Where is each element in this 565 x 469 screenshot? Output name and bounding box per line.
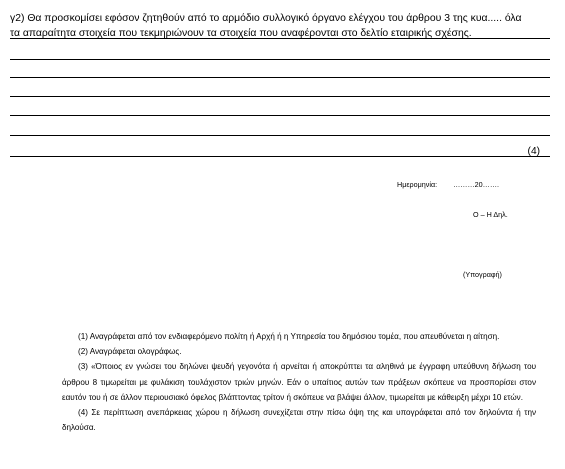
footnote-4: (4) Σε περίπτωση ανεπάρκειας χώρου η δήλωση συνεχίζεται στην πίσω όψη της και υπογράφεται από τον δηλούντα ή την δηλούσα. xyxy=(62,408,536,433)
ruled-line xyxy=(10,115,550,116)
ruled-line xyxy=(10,156,550,157)
ruled-line xyxy=(10,135,550,136)
footnote-1: (1) Αναγράφεται από τον ενδιαφερόμενο πολίτη ή Αρχή ή η Υπηρεσία του δημόσιου τομέα, που απευθύνεται η αίτηση. xyxy=(78,332,500,341)
date-label: Ημερομηνία: xyxy=(397,180,438,189)
declaration-line-2: τα απαραίτητα στοιχεία που τεκμηριώνουν τα στοιχεία που αναφέρονται στο δελτίο εταιρικής σχέσης. xyxy=(10,27,472,39)
ruled-line xyxy=(10,96,550,97)
footnotes xyxy=(62,329,536,435)
note-reference-4: (4) xyxy=(527,146,540,157)
declarant-label: Ο – Η Δηλ. xyxy=(473,210,508,219)
ruled-line xyxy=(10,77,550,78)
declaration-paragraph xyxy=(10,12,550,41)
signature-label: (Υπογραφή) xyxy=(463,270,502,279)
ruled-line xyxy=(10,38,550,39)
footnote-3: (3) «Όποιος εν γνώσει του δηλώνει ψευδή γεγονότα ή αρνείται ή αποκρύπτει τα αληθινά με έγγραφη υπεύθυνη δήλωση του άρθρου 8 τιμωρείται με φυλάκιση τουλάχιστον τριών μηνών. Εάν ο υπαίτιος αυτών των πράξεων σκόπευε να προσπορίσει στον εαυτόν του ή σε άλλον περιουσιακό όφελος βλάπτοντας τρίτον ή σκόπευε να βλάψει άλλον, τιμωρείται με κάθειρξη μέχρι 10 ετών. xyxy=(62,362,536,402)
ruled-line xyxy=(10,59,550,60)
date-value: ………20……. xyxy=(453,180,500,189)
footnote-2: (2) Αναγράφεται ολογράφως. xyxy=(78,347,182,357)
declaration-line-1: γ2) Θα προσκομίσει εφόσον ζητηθούν από το αρμόδιο συλλογικό όργανο ελέγχου του άρθρου 3 της κυα..... όλα xyxy=(10,13,522,24)
date-row xyxy=(397,180,499,189)
